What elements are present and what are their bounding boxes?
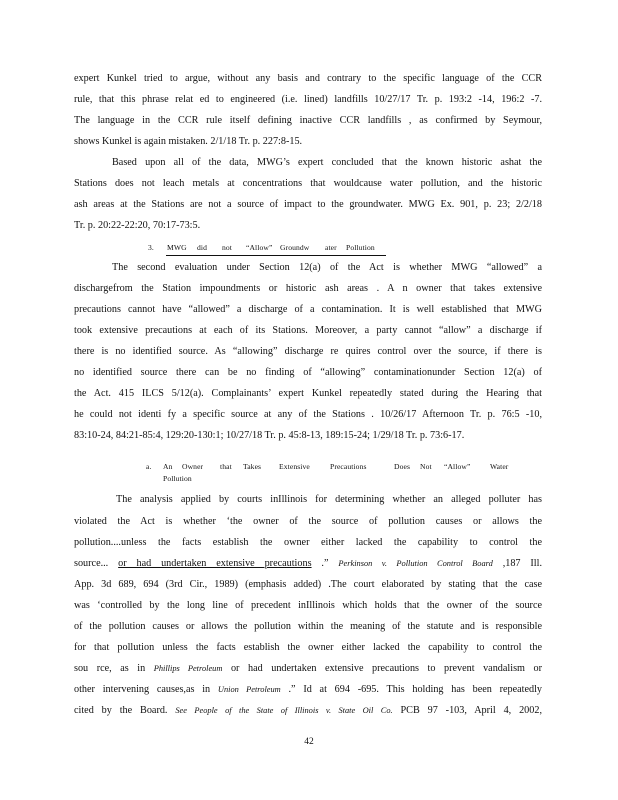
heading-word: did [197,243,208,252]
case-citation: Union Petroleum [217,685,281,694]
page-number: 42 [304,737,314,747]
heading-word: Pollution [163,474,192,483]
text-run: source... [74,558,119,569]
emphasis-underlined: or had undertaken extensive precautions [118,558,312,569]
heading-word: “Allow” [246,243,273,252]
case-citation: Perkinson v. Pollution Control Board [338,559,493,568]
heading-word: “Allow” [444,462,471,471]
text-line: was ‘controlled by the long line of precedent inIllinois which holds that the owner of the source [74,600,542,611]
heading-word: Groundw [280,243,310,252]
text-line: for that pollution unless the facts establish the owner either lacked the capability to control the [74,642,542,653]
text-line [74,705,542,717]
text-line: violated the Act is whether ‘the owner of the source of pollution causes or allows the [74,516,542,527]
heading-word: Not [420,462,432,471]
text-line: 83:10-24, 84:21-85:4, 129:20-130:1; 10/27/18 Tr. p. 45:8-13, 189:15-24; 1/29/18 Tr. p. 73:6-17. [74,430,465,441]
text-line: shows Kunkel is again mistaken. 2/1/18 Tr. p. 227:8-15. [74,136,303,147]
text-line: App. 3d 689, 694 (3rd Cir., 1989) (emphasis added) .The court elaborated by stating that the case [74,579,542,590]
heading-word: Owner [182,462,204,471]
heading-word: not [222,243,233,252]
text-line: Based upon all of the data, MWG’s expert concluded that the known historic ashat the [112,157,542,168]
text-line [74,663,542,675]
heading-word: An [163,462,173,471]
heading-word: ater [325,243,337,252]
heading-word: Precautions [330,462,367,471]
heading-word: Takes [243,462,262,471]
text-line: pollution....unless the facts establish the owner either lacked the capability to control the [74,537,542,548]
text-run: .” [311,558,339,569]
text-line [74,684,542,696]
heading-word: a. [146,462,152,471]
text-line: The second evaluation under Section 12(a) of the Act is whether MWG “allowed” a [112,262,542,273]
text-line [74,558,542,570]
text-run: or had undertaken extensive precautions to prevent vandalism or [222,663,542,674]
heading-underline [166,255,386,256]
text-run: .” Id at 694 -695. This holding has been repeatedly [280,684,542,695]
text-line: he could not identi fy a specific source at any of the Stations . 10/26/17 Afternoon Tr. p. 76:5 -10, [74,409,542,420]
case-citation: Phillips Petroleum [153,664,223,673]
heading-word: Extensive [279,462,310,471]
text-line: took extensive precautions at each of its Stations. Moreover, a party cannot “allow” a discharge if [74,325,542,336]
text-line: ash areas at the Stations are not a source of impact to the groundwater. MWG Ex. 901, p. 23; 2/2/18 [74,199,542,210]
text-line: The language in the CCR rule itself defining inactive CCR landfills , as confirmed by Seymour, [74,115,542,126]
heading-word: 3. [148,243,154,252]
text-line: Tr. p. 20:22-22:20, 70:17-73:5. [74,220,201,231]
text-line: of the pollution causes or allows the pollution within the meaning of the statute and is responsible [74,621,542,632]
text-line: precautions cannot have “allowed” a discharge of a contamination. It is well established that MWG [74,304,542,315]
text-run: sou rce, as in [74,663,154,674]
text-line: the Act. 415 ILCS 5/12(a). Complainants’ expert Kunkel repeatedly stated during the Hearing that [74,388,542,399]
heading-word: Pollution [346,243,375,252]
text-line: rule, that this phrase relat ed to engineered (i.e. lined) landfills 10/27/17 Tr. p. 193:2 -14, 196:2 -7. [74,94,542,105]
text-line: there is no identified source. As “allowing” discharge re quires control over the source, if there is [74,346,542,357]
text-run: cited by the Board. [74,705,176,716]
text-run: ,187 Ill. [492,558,542,569]
heading-word: MWG [167,243,187,252]
text-line: no identified source there can be no finding of “allowing” contaminationunder Section 12(a) of [74,367,542,378]
text-run: other intervening causes,as in [74,684,218,695]
heading-word: Water [490,462,509,471]
text-line: dischargefrom the Station impoundments or historic ash areas . A n owner that takes extensive [74,283,542,294]
heading-word: that [220,462,232,471]
text-run: PCB 97 -103, April 4, 2002, [392,705,542,716]
case-citation: See People of the State of Illinois v. State Oil Co. [175,706,393,715]
heading-word: Does [394,462,411,471]
text-line: The analysis applied by courts inIllinois for determining whether an alleged polluter has [116,494,542,505]
text-line: Stations does not leach metals at concentrations that wouldcause water pollution, and the historic [74,178,542,189]
text-line: expert Kunkel tried to argue, without any basis and contrary to the specific language of the CCR [74,73,542,84]
